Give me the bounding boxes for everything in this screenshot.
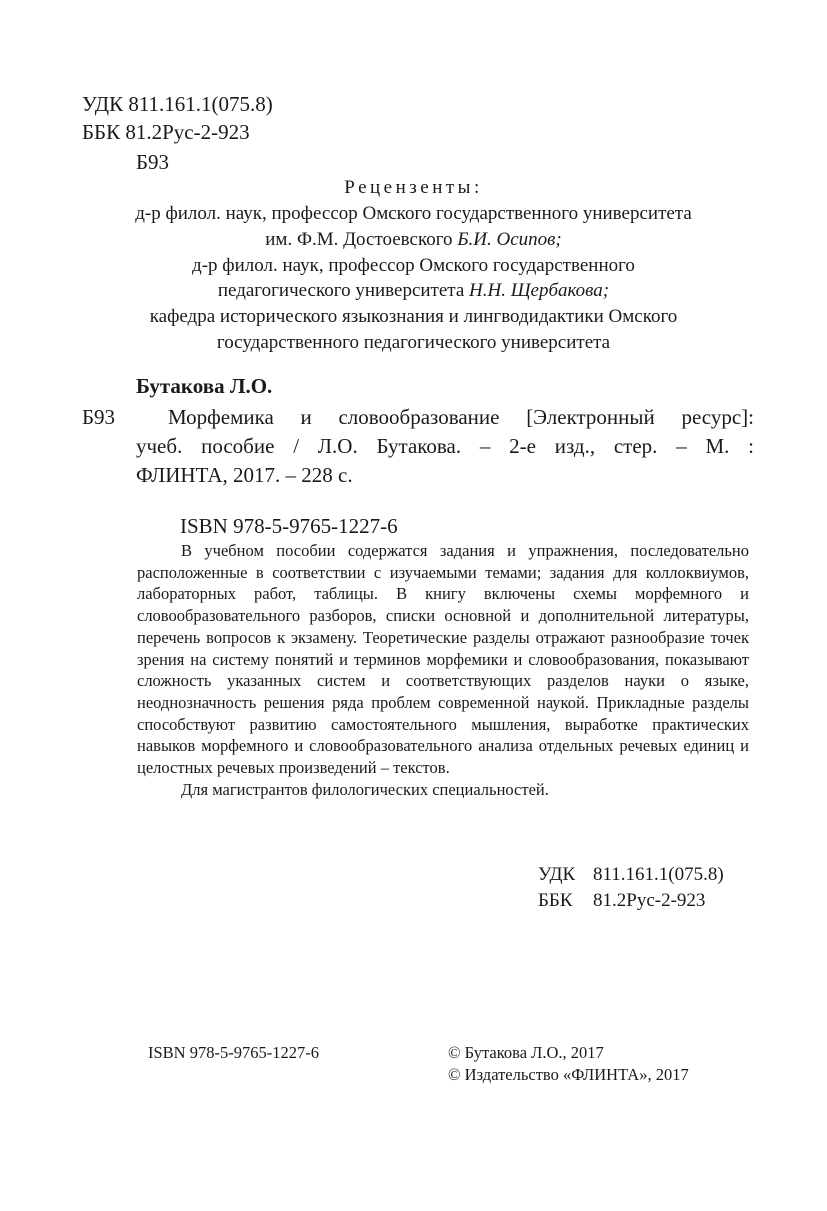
annotation-audience: Для магистрантов филологических специальностей. — [181, 779, 549, 799]
udk-value-right: 811.161.1(075.8) — [593, 864, 724, 885]
bbk-label-right: ББК — [538, 890, 573, 911]
catalog-author: Бутакова Л.О. — [136, 374, 273, 398]
reviewers-title: Рецензенты: — [344, 177, 483, 198]
catalog-mark: Б93 — [82, 405, 116, 429]
footer-isbn: ISBN 978-5-9765-1227-6 — [148, 1043, 319, 1062]
catalog-line-2: учеб. пособие / Л.О. Бутакова. – 2-е изд., стер. – М. : — [136, 434, 754, 458]
reviewer-3-line-1: кафедра исторического языкознания и лингводидактики Омского — [149, 306, 678, 327]
reviewer-3-line-2: государственного педагогического университета — [216, 332, 611, 353]
catalog-isbn: ISBN 978-5-9765-1227-6 — [180, 514, 398, 538]
reviewer-2-affiliation: педагогического университета — [217, 280, 470, 301]
copyright-author: © Бутакова Л.О., 2017 — [448, 1043, 604, 1062]
udk-label-right: УДК — [538, 864, 576, 885]
catalog-line-1: Морфемика и словообразование [Электронный ресурс]: — [168, 405, 754, 429]
reviewer-1-affiliation: им. Ф.М. Достоевского — [265, 229, 458, 250]
copyright-publisher: © Издательство «ФЛИНТА», 2017 — [448, 1065, 689, 1084]
bbk-value-right: 81.2Рус-2-923 — [593, 890, 706, 911]
reviewer-1-line-2 — [0, 229, 827, 251]
annotation — [137, 540, 749, 800]
reviewer-2-line-1: д-р филол. наук, профессор Омского государственного — [192, 255, 635, 276]
bbk-code: ББК 81.2Рус-2-923 — [82, 120, 250, 144]
udk-code: УДК 811.161.1(075.8) — [82, 92, 273, 116]
reviewer-2-line-2 — [0, 280, 827, 302]
author-mark: Б93 — [136, 150, 170, 174]
reviewer-1-name: Б.И. Осипов; — [457, 229, 562, 250]
annotation-paragraph: В учебном пособии содержатся задания и упражнения, последовательно расположенные в соответствии с изучаемыми темами; задания для коллоквиумов, лабораторных работ, таблицы. В книгу включены схемы морфемного и словообразовательного разборов, списки основной и дополнительной литературы, перечень вопросов к экзамену. Теоретические разделы отражают разнообразие точек зрения на систему понятий и терминов морфемики и словообразования, показывают сложность указанных систем и соответствующих разделов науки о языке, неоднозначность решения ряда проблем современной наукой. Прикладные разделы способствуют развитию самостоятельного мышления, выработке практических навыков морфемного и словообразовательного анализа отдельных речевых единиц и целостных речевых произведений – текстов. — [137, 541, 749, 778]
reviewer-1-line-1: д-р филол. наук, профессор Омского государственного университета — [135, 203, 692, 224]
reviewer-2-name: Н.Н. Щербакова; — [469, 280, 610, 301]
catalog-line-3: ФЛИНТА, 2017. – 228 с. — [136, 463, 353, 487]
